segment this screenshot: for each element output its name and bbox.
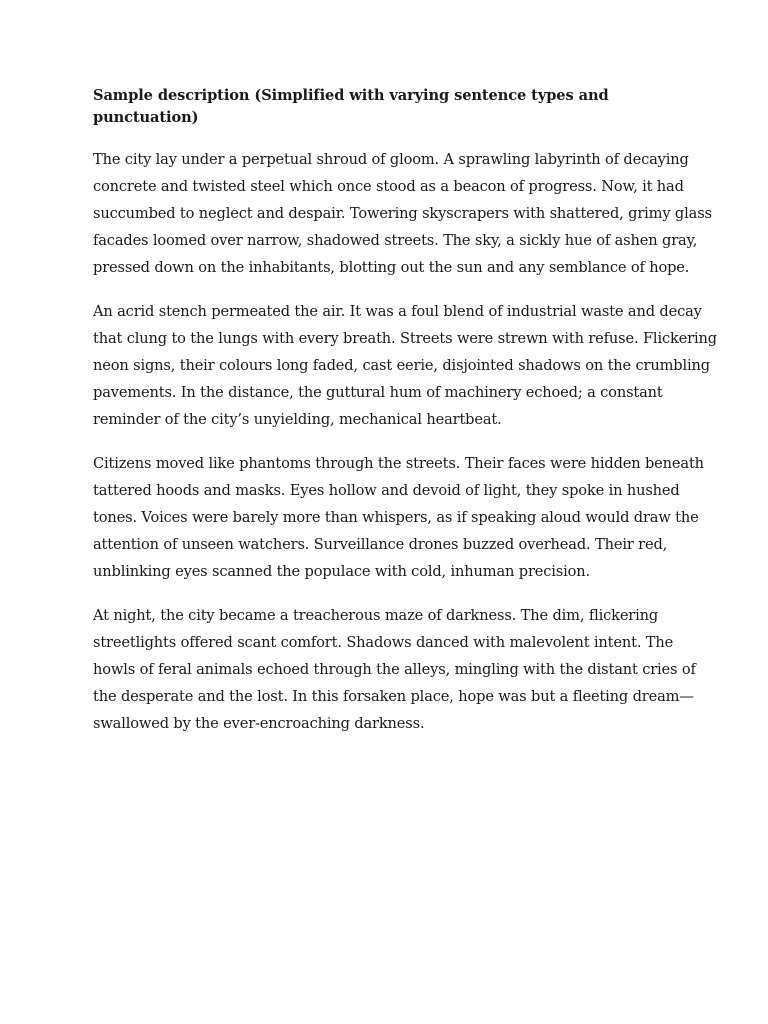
paragraph-city-gloom [93, 146, 712, 281]
paragraph-line: An acrid stench permeated the air. It was a foul blend of industrial waste and decay [93, 303, 702, 320]
paragraph-line: that clung to the lungs with every breath. Streets were strewn with refuse. Flickering [93, 330, 717, 347]
paragraph-line: Citizens moved like phantoms through the streets. Their faces were hidden beneath [93, 455, 704, 472]
paragraph-line: howls of feral animals echoed through the alleys, mingling with the distant cries of [93, 661, 696, 678]
paragraph-line: pressed down on the inhabitants, blotting out the sun and any semblance of hope. [93, 259, 690, 276]
paragraph-line: facades loomed over narrow, shadowed streets. The sky, a sickly hue of ashen gray, [93, 232, 698, 249]
document-title: Sample description (Simplified with varying sentence types and punctuation) [93, 87, 609, 126]
paragraph-line: concrete and twisted steel which once stood as a beacon of progress. Now, it had [93, 178, 684, 195]
paragraph-line: unblinking eyes scanned the populace with cold, inhuman precision. [93, 563, 591, 580]
paragraph-line: succumbed to neglect and despair. Towering skyscrapers with shattered, grimy glass [93, 205, 712, 222]
paragraph-line: the desperate and the lost. In this forsaken place, hope was but a fleeting dream— [93, 688, 694, 705]
document-body [93, 85, 717, 754]
paragraph-citizens [93, 450, 704, 585]
paragraph-line: streetlights offered scant comfort. Shadows danced with malevolent intent. The [93, 634, 674, 651]
paragraph-line: reminder of the city’s unyielding, mechanical heartbeat. [93, 411, 502, 428]
paragraph-line: swallowed by the ever-encroaching darkness. [93, 715, 425, 732]
paragraph-line: tones. Voices were barely more than whispers, as if speaking aloud would draw the [93, 509, 699, 526]
paragraph-line: attention of unseen watchers. Surveillance drones buzzed overhead. Their red, [93, 536, 668, 553]
paragraph-line: The city lay under a perpetual shroud of gloom. A sprawling labyrinth of decaying [93, 151, 689, 168]
paragraph-night [93, 602, 696, 737]
paragraph-line: At night, the city became a treacherous maze of darkness. The dim, flickering [93, 607, 659, 624]
paragraph-acrid-stench [93, 298, 717, 433]
paragraph-line: neon signs, their colours long faded, cast eerie, disjointed shadows on the crumbling [93, 357, 710, 374]
paragraph-line: tattered hoods and masks. Eyes hollow and devoid of light, they spoke in hushed [93, 482, 680, 499]
paragraph-line: pavements. In the distance, the guttural hum of machinery echoed; a constant [93, 384, 663, 401]
